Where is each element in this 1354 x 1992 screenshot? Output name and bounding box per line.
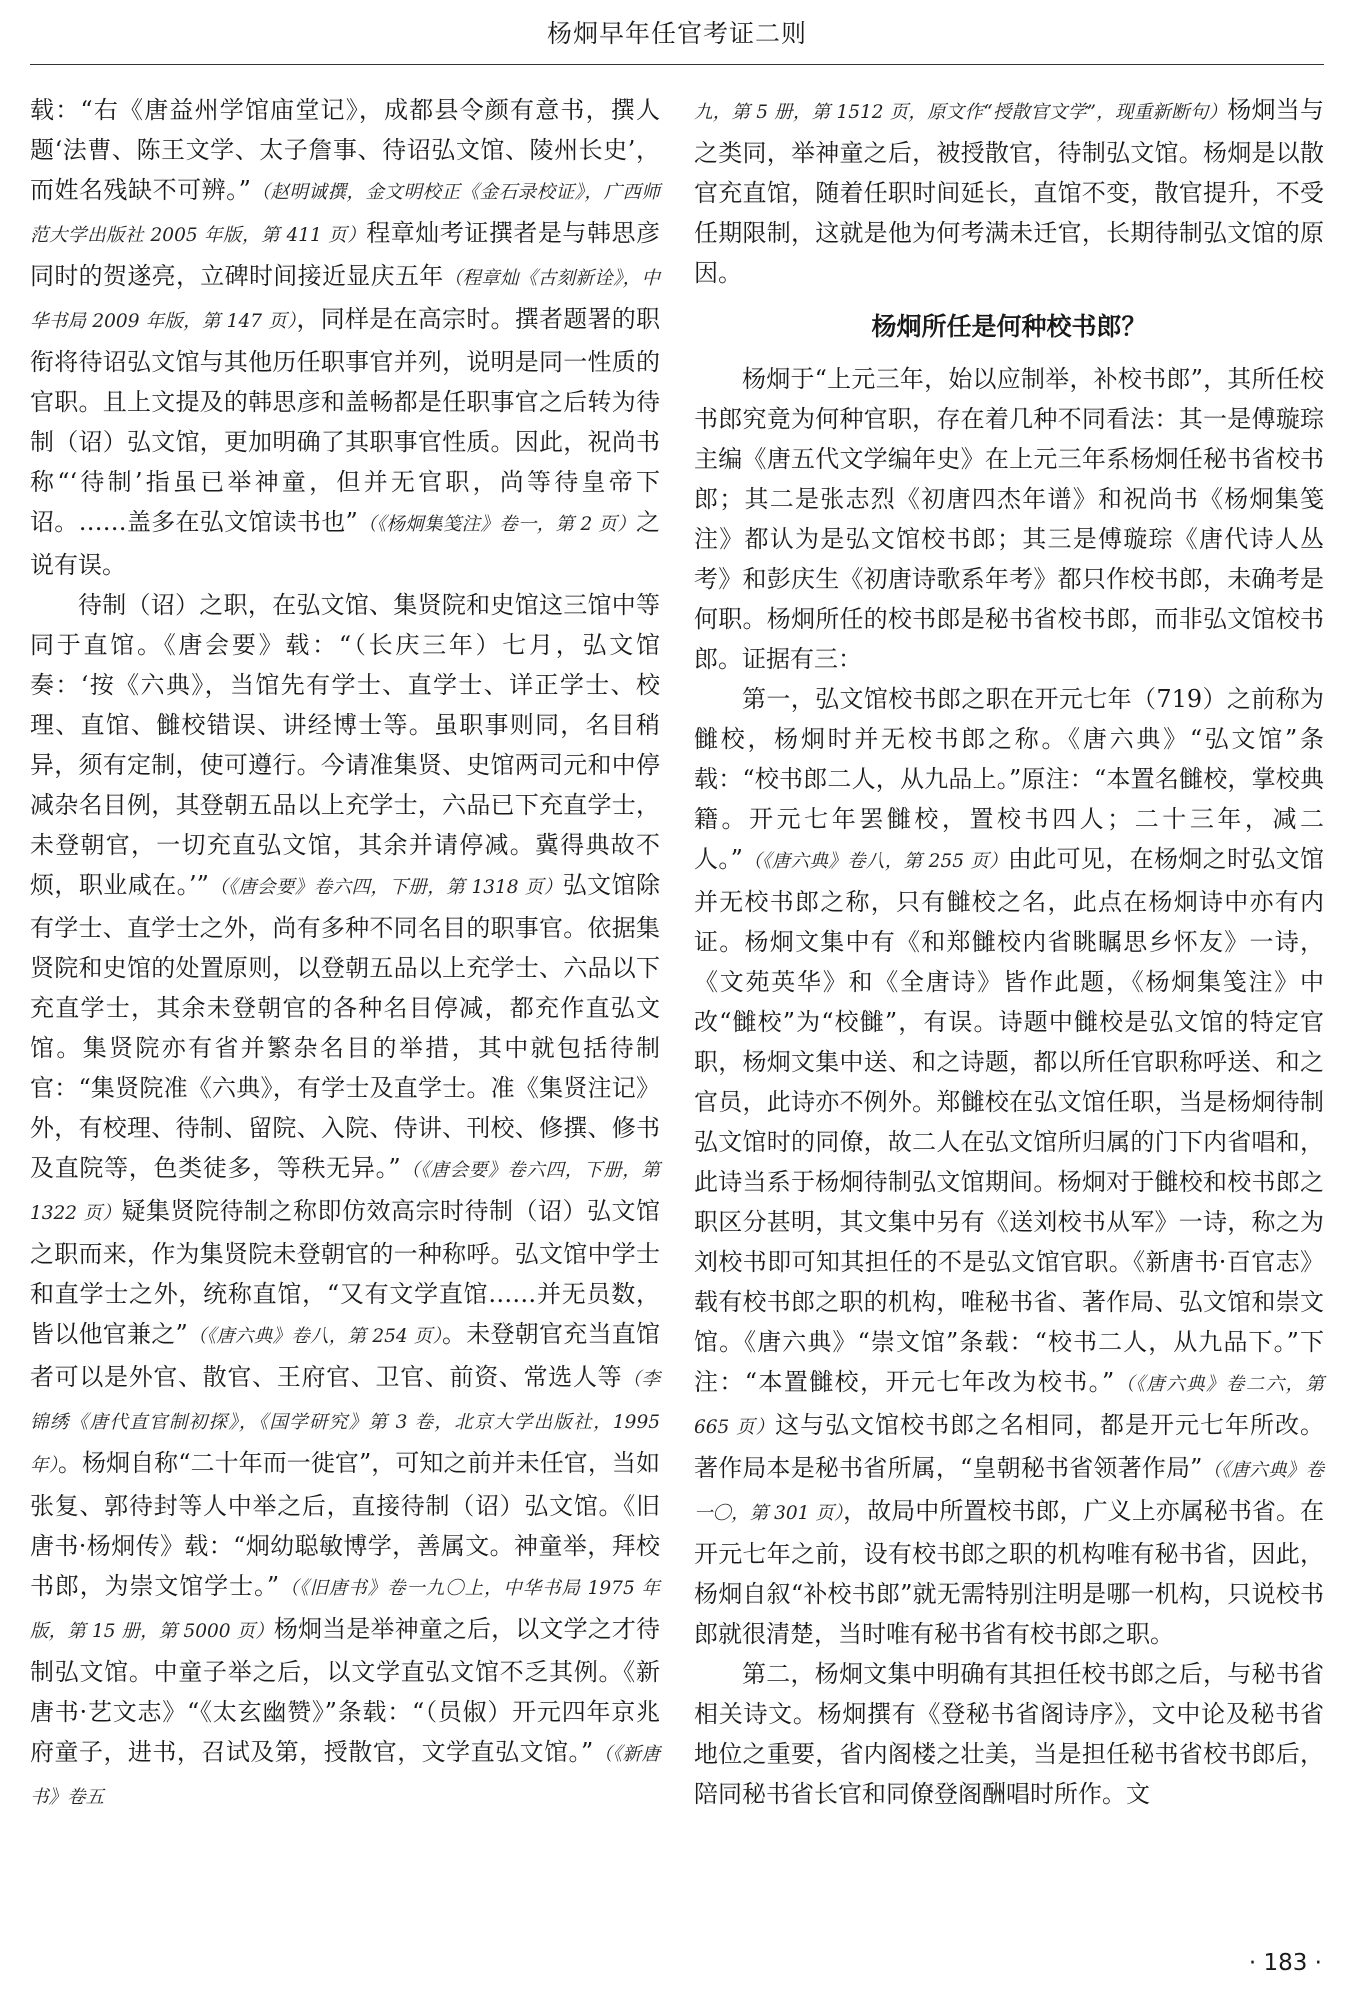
citation-note: （《旧唐书》卷一九〇上，中华书局 1975 年版，第 15 册，第 5000 页） xyxy=(30,1578,660,1642)
citation-note: （李锦绣《唐代直官制初探》，《国学研究》第 3 卷，北京大学出版社，1995 年） xyxy=(30,1369,660,1476)
page-number: · 183 · xyxy=(1248,1950,1322,1976)
body-paragraph xyxy=(694,90,1324,293)
body-paragraph xyxy=(30,585,660,1818)
citation-note: （《新唐书》卷五 xyxy=(30,1744,660,1808)
body-paragraph xyxy=(694,679,1324,1654)
body-text: 。杨炯自称“二十年而一徙官”，可知之前并未任官，当如张复、郭待封等人中举之后，直接待制（诏）弘文馆。《旧唐书·杨炯传》载：“炯幼聪敏博学，善属文。神童举，拜校书郎，为崇文馆学士。” xyxy=(30,1449,660,1600)
body-text: 杨炯当是举神童之后，以文学之才待制弘文馆。中童子举之后，以文学直弘文馆不乏其例。《新唐书·艺文志》“《太玄幽赞》”条载：“（员俶）开元四年京兆府童子，进书，召试及第，授散官，文学直弘文馆。” xyxy=(30,1615,660,1766)
body-text: 弘文馆除有学士、直学士之外，尚有多种不同名目的职事官。依据集贤院和史馆的处置原则，以登朝五品以上充学士、六品以下充直学士，其余未登朝官的各种名目停减，都充作直弘文馆。集贤院亦有省并繁杂名目的举措，其中就包括待制官：“集贤院准《六典》，有学士及直学士。准《集贤注记》外，有校理、待制、留院、入院、侍讲、刊校、修撰、修书及直院等，色类徒多，等秩无异。” xyxy=(30,871,661,1182)
citation-note: （《唐六典》卷一〇，第 301 页） xyxy=(694,1460,1324,1524)
section-heading: 杨炯所任是何种校书郎？ xyxy=(871,312,1147,341)
body-text: 载：“右《唐益州学馆庙堂记》，成都县令颜有意书，撰人题‘法曹、陈王文学、太子詹事、待诏弘文馆、陵州长史’，而姓名残缺不可辨。” xyxy=(30,96,660,204)
citation-note: 九，第 5 册，第 1512 页，原文作“授散官文学”，现重新断句） xyxy=(694,102,1228,123)
body-text: 待制（诏）之职，在弘文馆、集贤院和史馆这三馆中等同于直馆。《唐会要》载：“（长庆三年）七月，弘文馆奏：‘按《六典》，当馆先有学士、直学士、详正学士、校理、直馆、雠校错误、讲经博士等。虽职事则同，名目稍异，须有定制，使可遵行。今请准集贤、史馆两司元和中停减杂名目例，其登朝五品以上充学士，六品已下充直学士，未登朝官，一切充直弘文馆，其余并请停减。冀得典故不烦，职业咸在。’” xyxy=(30,591,660,899)
body-text: 杨炯于“上元三年，始以应制举，补校书郎”，其所任校书郎究竟为何种官职，存在着几种不同看法：其一是傅璇琮主编《唐五代文学编年史》在上元三年系杨炯任秘书省校书郎；其二是张志烈《初唐四杰年谱》和祝尚书《杨炯集笺注》都认为是弘文馆校书郎；其三是傅璇琮《唐代诗人丛考》和彭庆生《初唐诗歌系年考》都只作校书郎，未确考是何职。杨炯所任的校书郎是秘书省校书郎，而非弘文馆校书郎。证据有三： xyxy=(694,365,1324,673)
citation-note: （《唐六典》卷八，第 255 页） xyxy=(742,851,1008,872)
body-paragraph xyxy=(694,359,1324,679)
body-text: 这与弘文馆校书郎之名相同，都是开元七年所改。著作局本是秘书省所属，“皇朝秘书省领著作局” xyxy=(694,1411,1324,1482)
body-text: 程章灿考证撰者是与韩思彦同时的贺遂亮，立碑时间接近显庆五年 xyxy=(30,219,661,290)
body-paragraph xyxy=(30,90,660,585)
body-text: 第一，弘文馆校书郎之职在开元七年（719）之前称为雠校，杨炯时并无校书郎之称。《唐六典》“弘文馆”条载：“校书郎二人，从九品上。”原注：“本置名雠校，掌校典籍。开元七年罢雠校，置校书四人；二十三年，减二人。” xyxy=(694,685,1324,873)
citation-note: （程章灿《古刻新诠》，中华书局 2009 年版，第 147 页） xyxy=(30,268,660,332)
body-paragraph xyxy=(694,1654,1324,1814)
right-column xyxy=(694,90,1324,1814)
citation-note: （《唐会要》卷六四，下册，第 1318 页） xyxy=(208,877,563,898)
citation-note: （《唐六典》卷二六，第 665 页） xyxy=(694,1374,1324,1438)
body-text: 由此可见，在杨炯之时弘文馆并无校书郎之称，只有雠校之名，此点在杨炯诗中亦有内证。杨炯文集中有《和郑雠校内省眺瞩思乡怀友》一诗，《文苑英华》和《全唐诗》皆作此题，《杨炯集笺注》中改“雠校”为“校雠”，有误。诗题中雠校是弘文馆的特定官职，杨炯文集中送、和之诗题，都以所任官职称呼送、和之官员，此诗亦不例外。郑雠校在弘文馆任职，当是杨炯待制弘文馆时的同僚，故二人在弘文馆所归属的门下内省唱和，此诗当系于杨炯待制弘文馆期间。杨炯对于雠校和校书郎之职区分甚明，其文集中另有《送刘校书从军》一诗，称之为刘校书即可知其担任的不是弘文馆官职。《新唐书·百官志》载有校书郎之职的机构，唯秘书省、著作局、弘文馆和崇文馆。《唐六典》“崇文馆”条载：“校书二人，从九品下。”下注：“本置雠校，开元七年改为校书。” xyxy=(694,845,1324,1396)
body-text: 疑集贤院待制之称即仿效高宗时待制（诏）弘文馆之职而来，作为集贤院未登朝官的一种称呼。弘文馆中学士和直学士之外，统称直馆，“又有文学直馆……并无员数，皆以他官兼之” xyxy=(30,1197,660,1348)
running-header: 杨炯早年任官考证二则 xyxy=(546,19,807,48)
citation-note: （《唐六典》卷八，第 254 页） xyxy=(187,1326,443,1347)
body-text: 杨炯当与之类同，举神童之后，被授散官，待制弘文馆。杨炯是以散官充直馆，随着任职时间延长，直馆不变，散官提升，不受任期限制，这就是他为何考满未迁官，长期待制弘文馆的原因。 xyxy=(694,96,1325,287)
citation-note: （《杨炯集笺注》卷一，第 2 页） xyxy=(357,514,636,535)
left-column xyxy=(30,90,660,1818)
body-text: 之说有误。 xyxy=(30,508,660,579)
body-text: ，故局中所置校书郎，广义上亦属秘书省。在开元七年之前，设有校书郎之职的机构唯有秘书省，因此，杨炯自叙“补校书郎”就无需特别注明是哪一机构，只说校书郎就很清楚，当时唯有秘书省有校书郎之职。 xyxy=(694,1497,1324,1648)
body-text: 。未登朝官充当直馆者可以是外官、散官、王府官、卫官、前资、常选人等 xyxy=(30,1320,661,1391)
body-text: 第二，杨炯文集中明确有其担任校书郎之后，与秘书省相关诗文。杨炯撰有《登秘书省阁诗序》，文中论及秘书省地位之重要，省内阁楼之壮美，当是担任秘书省校书郎后，陪同秘书省长官和同僚登阁酬唱时所作。文 xyxy=(694,1660,1324,1808)
body-text: ，同样是在高宗时。撰者题署的职衔将待诏弘文馆与其他历任职事官并列，说明是同一性质的官职。且上文提及的韩思彦和盖畅都是任职事官之后转为待制（诏）弘文馆，更加明确了其职事官性质。因此，祝尚书称“‘待制’指虽已举神童，但并无官职，尚等待皇帝下诏。……盖多在弘文馆读书也” xyxy=(30,305,660,536)
citation-note: （赵明诚撰，金文明校正《金石录校证》，广西师范大学出版社 2005 年版，第 411 页） xyxy=(30,182,660,246)
citation-note: （《唐会要》卷六四，下册，第 1322 页） xyxy=(30,1160,660,1224)
header-rule xyxy=(30,64,1324,65)
